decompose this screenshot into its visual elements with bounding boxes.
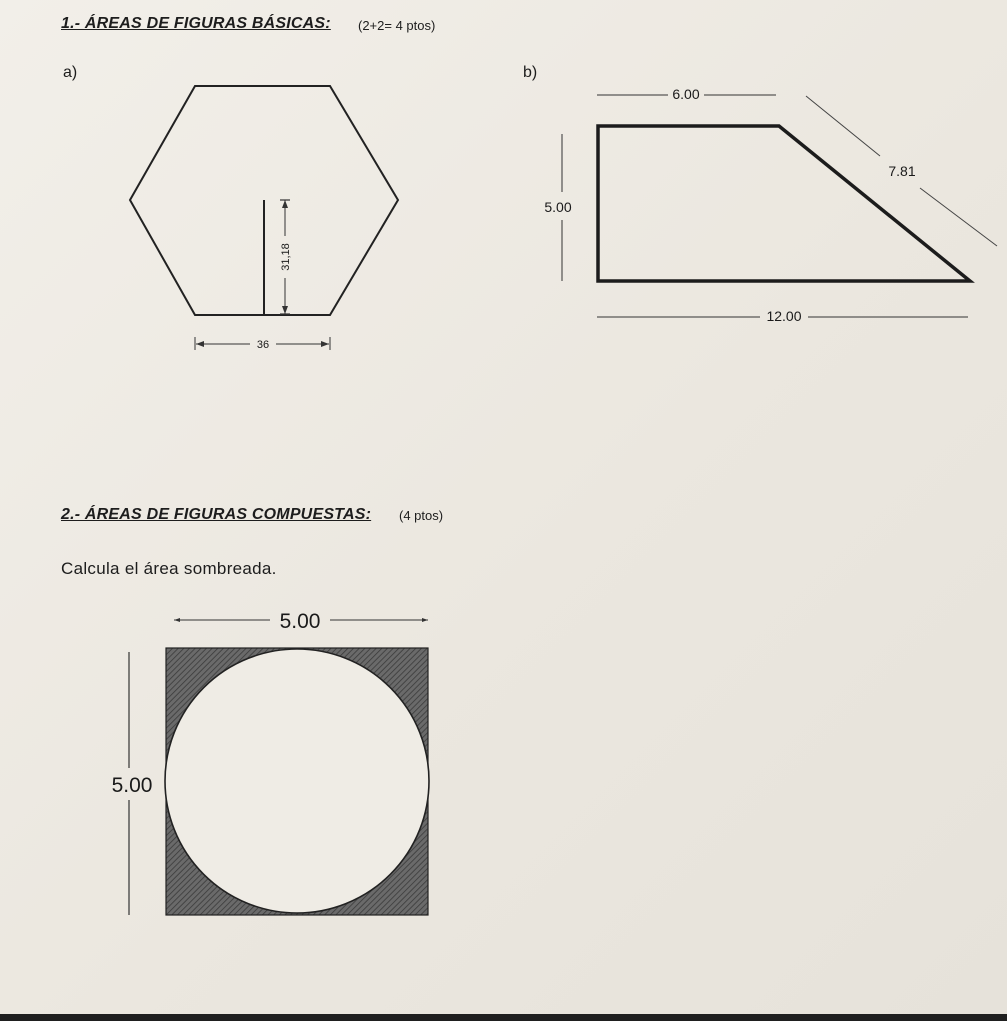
page-bottom-edge (0, 1014, 1007, 1021)
figure-b-height-value: 5.00 (544, 199, 572, 215)
figure-b-bottom-dimension (597, 308, 968, 324)
figure-c-shaded-square (165, 648, 429, 915)
section2-points: (4 ptos) (399, 508, 444, 523)
figure-c-height-value: 5.00 (111, 774, 153, 797)
section1-title: 1.- ÁREAS DE FIGURAS BÁSICAS: (61, 15, 331, 32)
section2-instruction: Calcula el área sombreada. (61, 559, 277, 578)
figure-b-label: b) (523, 64, 538, 81)
figure-a-label: a) (63, 64, 78, 81)
section1-points: (2+2= 4 ptos) (358, 18, 436, 33)
figure-b-slant-value: 7.81 (888, 163, 916, 179)
figure-b-bottom-value: 12.00 (766, 308, 802, 324)
figure-c-height-dimension (112, 652, 153, 915)
figure-b-height-dimension (544, 134, 571, 281)
figure-b-trapezoid (598, 126, 970, 281)
figure-b-top-dimension (597, 86, 776, 102)
figure-a-width-value: 36 (256, 339, 270, 351)
figure-a-height-value: 31,18 (280, 243, 292, 271)
figure-a-height-dimension (280, 200, 292, 314)
figure-a-hexagon (130, 86, 398, 315)
figure-b-top-value: 6.00 (672, 86, 700, 102)
figure-c-width-dimension (174, 610, 428, 633)
section2-title: 2.- ÁREAS DE FIGURAS COMPUESTAS: (61, 506, 372, 523)
figure-a-width-dimension (195, 337, 330, 351)
figure-c-width-value: 5.00 (279, 610, 321, 633)
